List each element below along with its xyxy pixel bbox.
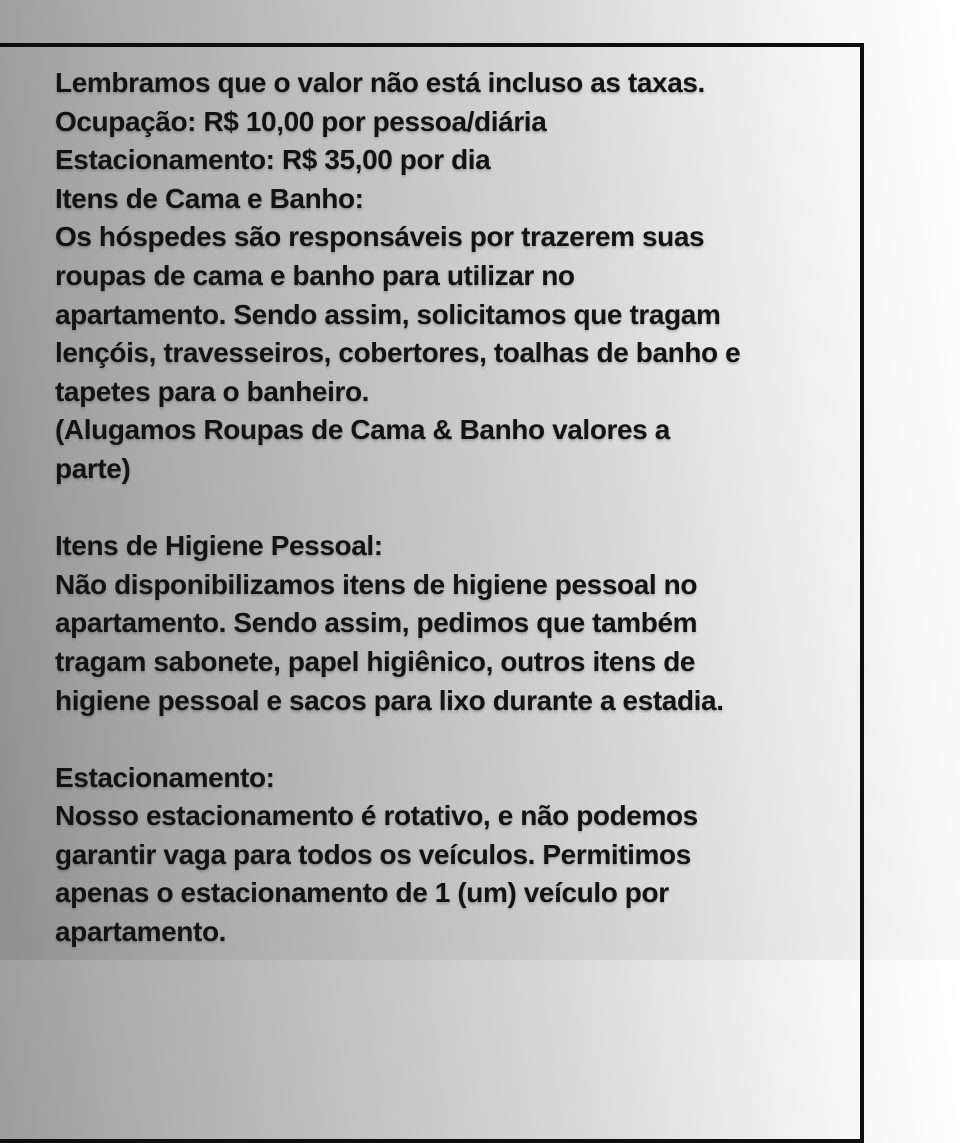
text-line: lençóis, travesseiros, cobertores, toalhas de banho e [55,337,741,369]
section-heading: Itens de Cama e Banho: [55,182,364,214]
section-itens-higiene-pessoal [55,527,845,720]
text-line: Estacionamento: R$ 35,00 por dia [55,144,491,176]
section-heading: Estacionamento: [55,761,275,793]
section-heading: Itens de Higiene Pessoal: [55,530,383,562]
text-line: garantir vaga para todos os veículos. Permitimos [55,838,691,870]
text-line: apenas o estacionamento de 1 (um) veículo por [55,877,669,909]
text-line: parte) [55,452,131,484]
section-valores-e-itens-cama-banho [55,64,845,489]
rules-text-block [55,64,845,952]
text-line: higiene pessoal e sacos para lixo durante a estadia. [55,684,724,716]
text-line: Ocupação: R$ 10,00 por pessoa/diária [55,105,547,137]
text-line: tragam sabonete, papel higiênico, outros itens de [55,645,696,677]
text-line: apartamento. Sendo assim, pedimos que também [55,607,698,639]
text-line: tapetes para o banheiro. [55,375,370,407]
text-line: Não disponibilizamos itens de higiene pessoal no [55,568,698,600]
text-line: Nosso estacionamento é rotativo, e não podemos [55,800,698,832]
text-line: Lembramos que o valor não está incluso as taxas. [55,67,705,98]
text-line: apartamento. Sendo assim, solicitamos que tragam [55,298,721,330]
text-line: Os hóspedes são responsáveis por trazerem suas [55,221,705,253]
text-line: (Alugamos Roupas de Cama & Banho valores a [55,414,670,446]
text-line: roupas de cama e banho para utilizar no [55,259,575,291]
text-line: apartamento. [55,916,227,948]
section-estacionamento [55,759,845,952]
